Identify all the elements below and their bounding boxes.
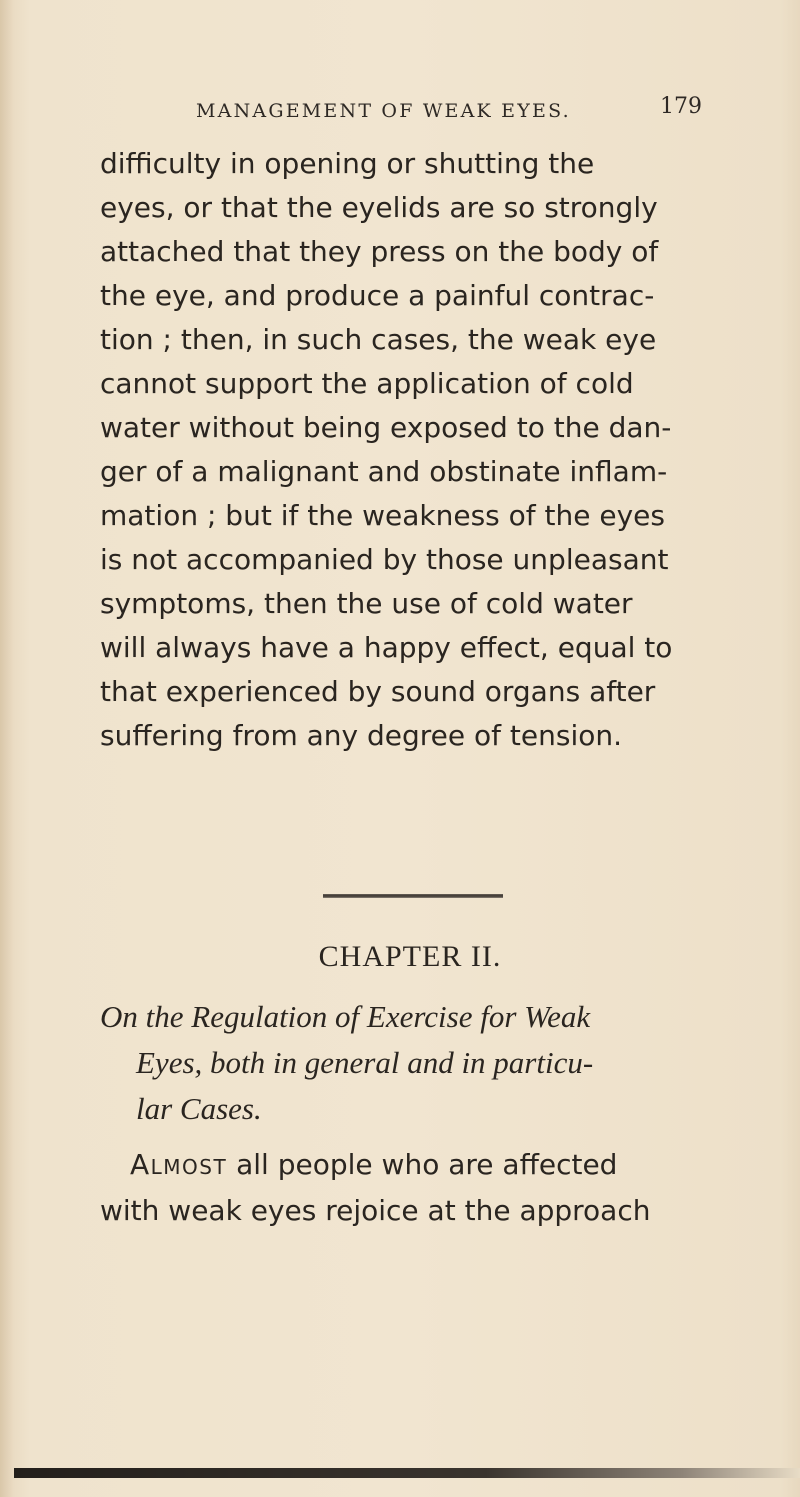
text-line: difficulty in opening or shutting the (100, 147, 595, 180)
section-divider-rule (323, 894, 503, 898)
text-line: is not accompanied by those unpleasant (100, 543, 669, 576)
text-line: symptoms, then the use of cold water (100, 587, 633, 620)
subtitle-line: On the Regulation of Exercise for Weak (100, 999, 591, 1034)
running-head: MANAGEMENT OF WEAK EYES. (196, 100, 571, 122)
page-gutter-edge (0, 0, 14, 1497)
text-line: will always have a happy effect, equal to (100, 631, 673, 664)
page-number: 179 (660, 94, 702, 119)
subtitle-line: lar Cases. (136, 1091, 262, 1126)
text-line-rest: all people who are affected (227, 1148, 618, 1181)
text-line: tion ; then, in such cases, the weak eye (100, 323, 657, 356)
text-line: ger of a malignant and obstinate inflam- (100, 455, 668, 488)
paragraph-1 (100, 142, 710, 758)
text-line: cannot support the application of cold (100, 367, 634, 400)
text-line: the eye, and produce a painful contrac- (100, 279, 655, 312)
text-line: suffering from any degree of tension. (100, 719, 623, 752)
chapter-subtitle (100, 994, 740, 1132)
text-line: that experienced by sound organs after (100, 675, 656, 708)
drop-word: Almost (130, 1148, 228, 1181)
text-line: eyes, or that the eyelids are so strongly (100, 191, 658, 224)
bottom-edge-shadow (14, 1468, 800, 1478)
paragraph-2 (100, 1142, 720, 1234)
text-line-first (100, 1142, 720, 1188)
text-line: water without being exposed to the dan- (100, 411, 672, 444)
text-line: with weak eyes rejoice at the approach (100, 1194, 651, 1227)
chapter-title: CHAPTER II. (318, 940, 502, 973)
text-line: attached that they press on the body of (100, 235, 659, 268)
subtitle-line: Eyes, both in general and in particu- (136, 1045, 594, 1080)
text-line: mation ; but if the weakness of the eyes (100, 499, 665, 532)
